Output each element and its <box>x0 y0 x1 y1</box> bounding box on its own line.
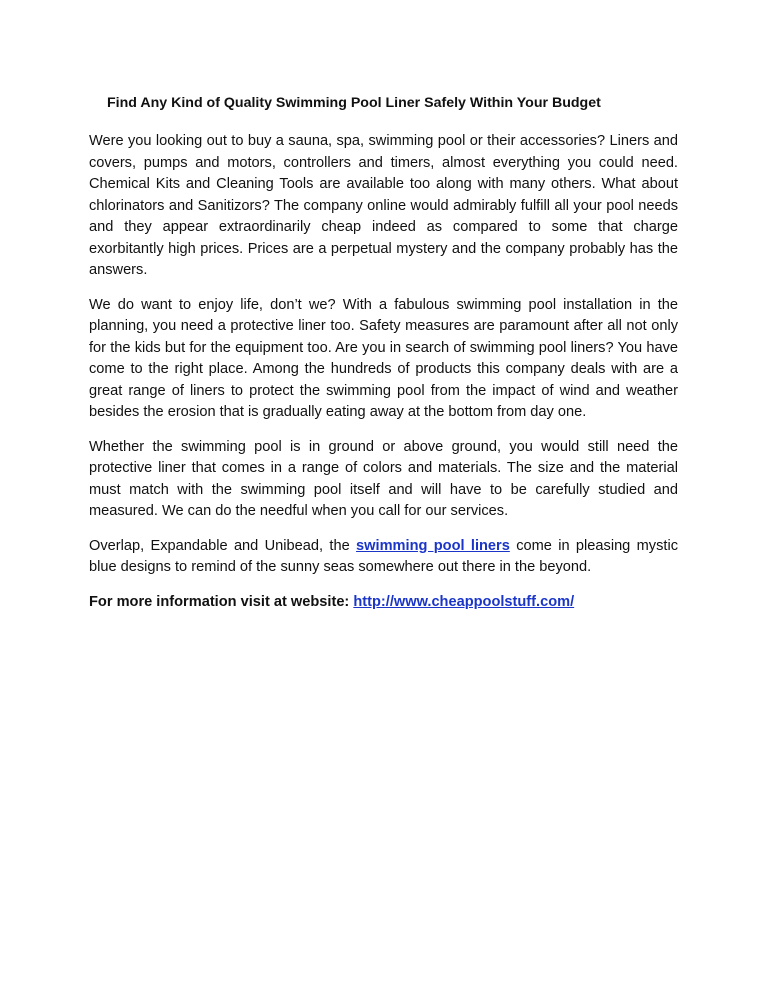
website-link[interactable]: http://www.cheappoolstuff.com/ <box>353 593 575 610</box>
footer-label: For more information visit at website: <box>89 593 354 610</box>
document-page <box>89 93 678 626</box>
document-title: Find Any Kind of Quality Swimming Pool Liner Safely Within Your Budget <box>107 95 601 111</box>
paragraph-1: Were you looking out to buy a sauna, spa, swimming pool or their accessories? Liners and covers, pumps and motors, controllers and timers, almost everything you could need. Chemical Kits and Cleaning Tools are available too along with many others. What about chlorinators and Sanitizors? The company online would admirably fulfill all your pool needs and they appear extraordinarily cheap indeed as compared to some that charge exorbitantly high prices. Prices are a perpetual mystery and the company probably has the answers. <box>89 133 678 278</box>
paragraph-4-after: come in pleasing mystic blue designs to remind of the sunny seas somewhere out there in the beyond. <box>89 537 678 575</box>
paragraph-4-before: Overlap, Expandable and Unibead, the <box>89 537 357 554</box>
paragraph-3: Whether the swimming pool is in ground or above ground, you would still need the protective liner that comes in a range of colors and materials. The size and the material must match with the swimming pool itself and will have to be carefully studied and measured. We can do the needful when you call for our services. <box>89 438 678 519</box>
paragraph-4 <box>89 536 678 579</box>
paragraph-2: We do want to enjoy life, don’t we? With a fabulous swimming pool installation in the planning, you need a protective liner too. Safety measures are paramount after all not only for the kids but for the equipment too. Are you in search of swimming pool liners? You have come to the right place. Among the hundreds of products this company deals with are a great range of liners to protect the swimming pool from the impact of wind and weather besides the erosion that is gradually eating away at the bottom from day one. <box>89 296 678 420</box>
swimming-pool-liners-link[interactable]: swimming pool liners <box>356 537 510 554</box>
footer-info <box>89 592 678 614</box>
